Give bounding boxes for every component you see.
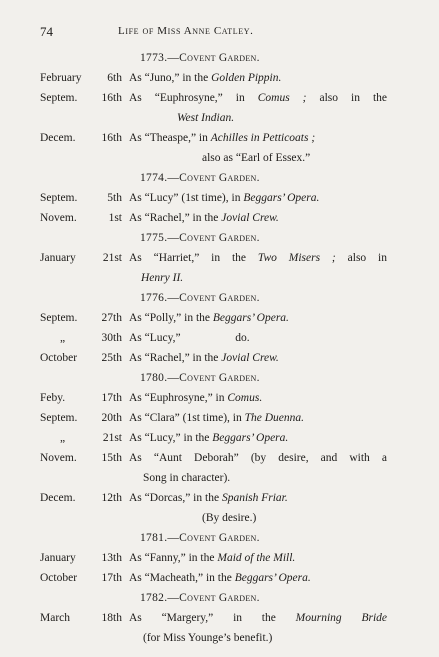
date-day: 18th bbox=[101, 612, 122, 624]
role-line-continued bbox=[129, 628, 387, 648]
date-month: March bbox=[40, 612, 71, 624]
play-title: Henry II. bbox=[141, 272, 184, 284]
date-day: 21st bbox=[102, 252, 122, 264]
date-month: January bbox=[40, 252, 76, 264]
date-month: „ bbox=[60, 432, 66, 444]
date-month: Decem. bbox=[40, 132, 76, 144]
role-line bbox=[129, 448, 387, 468]
role-description bbox=[129, 248, 387, 288]
performance-entry bbox=[0, 88, 439, 128]
year-heading: 1774.—Covent Garden. bbox=[140, 172, 260, 184]
performance-date bbox=[40, 608, 122, 628]
role-description bbox=[129, 388, 387, 408]
role-line-continued bbox=[129, 108, 387, 128]
performance-entry bbox=[0, 308, 439, 328]
role-text: also as “Earl of Essex.” bbox=[202, 152, 311, 164]
role-text: (for Miss Younge’s benefit.) bbox=[143, 632, 273, 644]
performance-date bbox=[40, 328, 122, 348]
performance-entry bbox=[0, 68, 439, 88]
performance-list bbox=[0, 48, 439, 648]
performance-date bbox=[40, 428, 122, 448]
role-text: As “Harriet,” in the bbox=[129, 252, 258, 264]
role-text: As “Euphrosyne,” in bbox=[129, 92, 258, 104]
performance-entry bbox=[0, 408, 439, 428]
performance-entry bbox=[0, 248, 439, 288]
role-text: As “Rachel,” in the bbox=[129, 352, 222, 364]
role-line bbox=[129, 488, 387, 508]
role-description bbox=[129, 68, 387, 88]
play-title: Maid of the Mill. bbox=[217, 552, 296, 564]
role-text: As “Lucy,” do. bbox=[129, 332, 250, 344]
year-heading: 1781.—Covent Garden. bbox=[140, 532, 260, 544]
role-description bbox=[129, 548, 387, 568]
role-line-continued bbox=[129, 148, 387, 168]
date-month: January bbox=[40, 552, 76, 564]
date-day: 12th bbox=[101, 492, 122, 504]
role-text: (By desire.) bbox=[202, 512, 257, 524]
date-day: 6th bbox=[107, 72, 122, 84]
role-description bbox=[129, 448, 387, 488]
play-title: Beggars’ Opera. bbox=[243, 192, 320, 204]
role-line bbox=[129, 208, 387, 228]
role-description bbox=[129, 128, 387, 168]
play-title: West Indian. bbox=[177, 112, 235, 124]
performance-entry bbox=[0, 448, 439, 488]
play-title: Beggars’ Opera. bbox=[234, 572, 311, 584]
date-day: 16th bbox=[101, 92, 122, 104]
role-line bbox=[129, 188, 387, 208]
performance-entry bbox=[0, 608, 439, 648]
role-line bbox=[129, 88, 387, 108]
date-month: Novem. bbox=[40, 212, 77, 224]
year-heading: 1776.—Covent Garden. bbox=[140, 292, 260, 304]
date-day: 13th bbox=[101, 552, 122, 564]
date-month: Septem. bbox=[40, 92, 78, 104]
role-line bbox=[129, 608, 387, 628]
role-line bbox=[129, 328, 387, 348]
performance-date bbox=[40, 448, 122, 468]
role-description bbox=[129, 188, 387, 208]
date-day: 17th bbox=[101, 572, 122, 584]
performance-date bbox=[40, 188, 122, 208]
play-title: Mourning Bride bbox=[295, 612, 387, 624]
role-text: As “Lucy,” in the bbox=[129, 432, 213, 444]
role-line-continued bbox=[129, 268, 387, 288]
performance-date bbox=[40, 308, 122, 328]
role-description bbox=[129, 408, 387, 428]
year-heading: 1773.—Covent Garden. bbox=[140, 52, 260, 64]
role-line bbox=[129, 348, 387, 368]
page-header bbox=[0, 24, 439, 44]
performance-date bbox=[40, 208, 122, 228]
performance-date bbox=[40, 388, 122, 408]
role-description bbox=[129, 608, 387, 648]
play-title: Spanish Friar. bbox=[221, 492, 288, 504]
performance-date bbox=[40, 548, 122, 568]
role-description bbox=[129, 328, 387, 348]
role-text: As “Theaspe,” in bbox=[129, 132, 211, 144]
role-text: As “Euphrosyne,” in bbox=[129, 392, 228, 404]
play-title: Golden Pippin. bbox=[211, 72, 282, 84]
role-text: As “Juno,” in the bbox=[129, 72, 212, 84]
performance-date bbox=[40, 88, 122, 108]
performance-entry bbox=[0, 568, 439, 588]
role-text: As “Aunt Deborah” (by desire, and with a bbox=[129, 452, 387, 464]
play-title: The Duenna. bbox=[244, 412, 305, 424]
date-day: 27th bbox=[101, 312, 122, 324]
role-description bbox=[129, 208, 387, 228]
date-month: Septem. bbox=[40, 312, 78, 324]
play-title: Comus. bbox=[227, 392, 263, 404]
performance-entry bbox=[0, 428, 439, 448]
role-description bbox=[129, 308, 387, 328]
performance-date bbox=[40, 488, 122, 508]
play-title: Beggars’ Opera. bbox=[212, 432, 289, 444]
role-text: also in bbox=[335, 252, 387, 264]
date-day: 21st bbox=[102, 432, 122, 444]
running-title: Life of Miss Anne Catley. bbox=[118, 25, 254, 37]
role-description bbox=[129, 488, 387, 528]
role-text: As “Rachel,” in the bbox=[129, 212, 222, 224]
role-text: As “Lucy” (1st time), in bbox=[129, 192, 244, 204]
role-description bbox=[129, 428, 387, 448]
role-line-continued bbox=[129, 508, 387, 528]
role-description bbox=[129, 568, 387, 588]
role-text: As “Macheath,” in the bbox=[129, 572, 235, 584]
performance-entry bbox=[0, 388, 439, 408]
performance-entry bbox=[0, 128, 439, 168]
play-title: Comus ; bbox=[257, 92, 307, 104]
date-day: 25th bbox=[101, 352, 122, 364]
date-month: Feby. bbox=[40, 392, 66, 404]
performance-entry bbox=[0, 188, 439, 208]
date-month: Novem. bbox=[40, 452, 77, 464]
play-title: Jovial Crew. bbox=[221, 212, 279, 224]
play-title: Beggars’ Opera. bbox=[212, 312, 289, 324]
role-line bbox=[129, 248, 387, 268]
role-line bbox=[129, 548, 387, 568]
date-day: 30th bbox=[101, 332, 122, 344]
play-title: Two Misers ; bbox=[257, 252, 336, 264]
role-text: As “Dorcas,” in the bbox=[129, 492, 222, 504]
role-line bbox=[129, 308, 387, 328]
play-title: Jovial Crew. bbox=[221, 352, 279, 364]
performance-date bbox=[40, 128, 122, 148]
performance-date bbox=[40, 408, 122, 428]
performance-date bbox=[40, 68, 122, 88]
date-day: 20th bbox=[101, 412, 122, 424]
performance-entry bbox=[0, 488, 439, 528]
date-day: 5th bbox=[107, 192, 122, 204]
performance-date bbox=[40, 348, 122, 368]
performance-entry bbox=[0, 348, 439, 368]
date-day: 17th bbox=[101, 392, 122, 404]
role-line bbox=[129, 408, 387, 428]
role-text: As “Margery,” in the bbox=[129, 612, 296, 624]
date-month: October bbox=[40, 572, 78, 584]
role-description bbox=[129, 348, 387, 368]
role-line bbox=[129, 388, 387, 408]
performance-entry bbox=[0, 208, 439, 228]
role-text: As “Polly,” in the bbox=[129, 312, 213, 324]
role-line-continued bbox=[129, 468, 387, 488]
year-heading: 1780.—Covent Garden. bbox=[140, 372, 260, 384]
date-day: 15th bbox=[101, 452, 122, 464]
date-month: February bbox=[40, 72, 82, 84]
year-heading: 1782.—Covent Garden. bbox=[140, 592, 260, 604]
role-line bbox=[129, 68, 387, 88]
role-line bbox=[129, 568, 387, 588]
role-text: As “Clara” (1st time), in bbox=[129, 412, 245, 424]
role-line bbox=[129, 428, 387, 448]
role-text: also in the bbox=[306, 92, 387, 104]
performance-entry bbox=[0, 548, 439, 568]
performance-entry bbox=[0, 328, 439, 348]
year-heading: 1775.—Covent Garden. bbox=[140, 232, 260, 244]
date-month: Septem. bbox=[40, 192, 78, 204]
role-description bbox=[129, 88, 387, 128]
role-text: Song in character). bbox=[143, 472, 231, 484]
date-month: October bbox=[40, 352, 78, 364]
date-day: 16th bbox=[101, 132, 122, 144]
date-day: 1st bbox=[108, 212, 122, 224]
page-number: 74 bbox=[40, 24, 53, 39]
performance-date bbox=[40, 568, 122, 588]
role-text: As “Fanny,” in the bbox=[129, 552, 218, 564]
play-title: Achilles in Petticoats ; bbox=[210, 132, 316, 144]
date-month: Septem. bbox=[40, 412, 78, 424]
performance-date bbox=[40, 248, 122, 268]
date-month: Decem. bbox=[40, 492, 76, 504]
date-month: „ bbox=[60, 332, 66, 344]
role-line bbox=[129, 128, 387, 148]
